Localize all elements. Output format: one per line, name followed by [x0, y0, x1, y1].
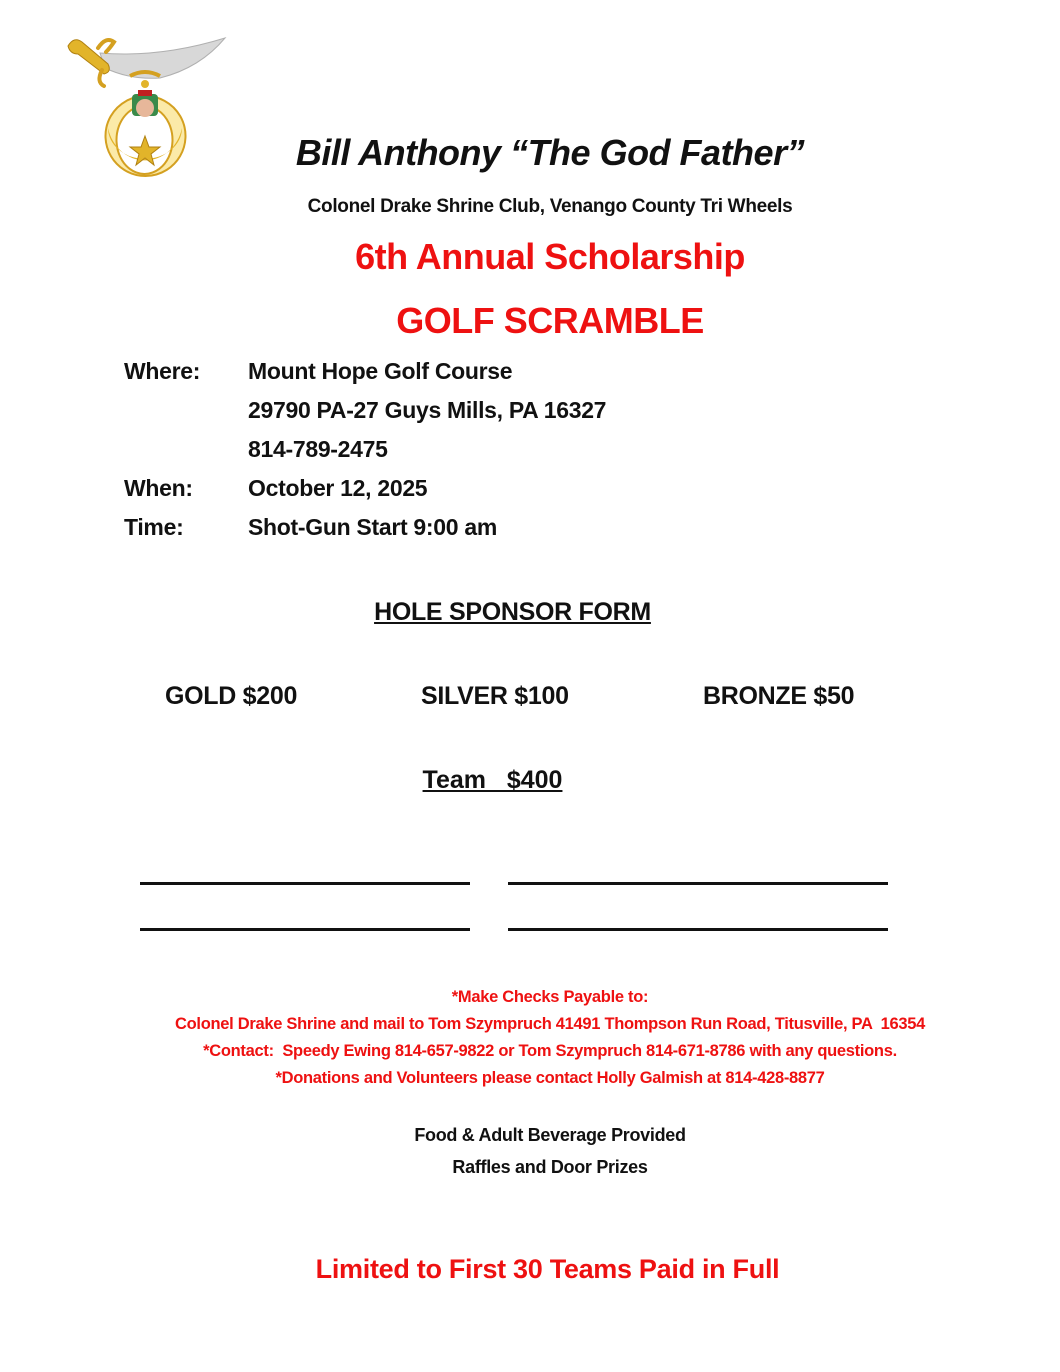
organizer-subtitle: Colonel Drake Shrine Club, Venango County Tri Wheels [307, 196, 793, 217]
food-note: Food & Adult Beverage Provided [414, 1125, 686, 1145]
venue-address: 29790 PA-27 Guys Mills, PA 16327 [248, 397, 607, 423]
event-date: October 12, 2025 [248, 475, 428, 501]
sponsor-form-heading: HOLE SPONSOR FORM [374, 598, 651, 626]
time-label: Time: [124, 514, 184, 540]
venue-phone: 814-789-2475 [248, 436, 388, 462]
event-heading: 6th Annual Scholarship [355, 236, 745, 277]
checks-payable-heading: *Make Checks Payable to: [451, 988, 649, 1006]
limited-teams-notice: Limited to First 30 Teams Paid in Full [315, 1254, 780, 1284]
blank-line-2[interactable] [508, 882, 888, 885]
venue-name: Mount Hope Golf Course [248, 358, 513, 384]
tier-gold: GOLD $200 [165, 682, 298, 710]
tier-team: Team $400 [422, 766, 563, 794]
contact-line: *Contact: Speedy Ewing 814-657-9822 or Tom Szympruch 814-671-8786 with any questions. [203, 1042, 897, 1060]
when-label: When: [124, 475, 193, 501]
tier-bronze: BRONZE $50 [703, 682, 855, 710]
honoree-title: Bill Anthony “The God Father” [295, 132, 805, 173]
mail-address-line: Colonel Drake Shrine and mail to Tom Szympruch 41491 Thompson Run Road, Titusville, PA 16354 [175, 1015, 925, 1033]
event-time: Shot-Gun Start 9:00 am [248, 514, 497, 540]
tier-silver: SILVER $100 [421, 682, 569, 710]
blank-line-3[interactable] [140, 928, 470, 931]
event-type-heading: GOLF SCRAMBLE [396, 300, 704, 341]
donations-line: *Donations and Volunteers please contact Holly Galmish at 814-428-8877 [275, 1069, 825, 1087]
blank-line-1[interactable] [140, 882, 470, 885]
where-label: Where: [124, 358, 201, 384]
blank-line-4[interactable] [508, 928, 888, 931]
raffles-note: Raffles and Door Prizes [452, 1157, 648, 1177]
